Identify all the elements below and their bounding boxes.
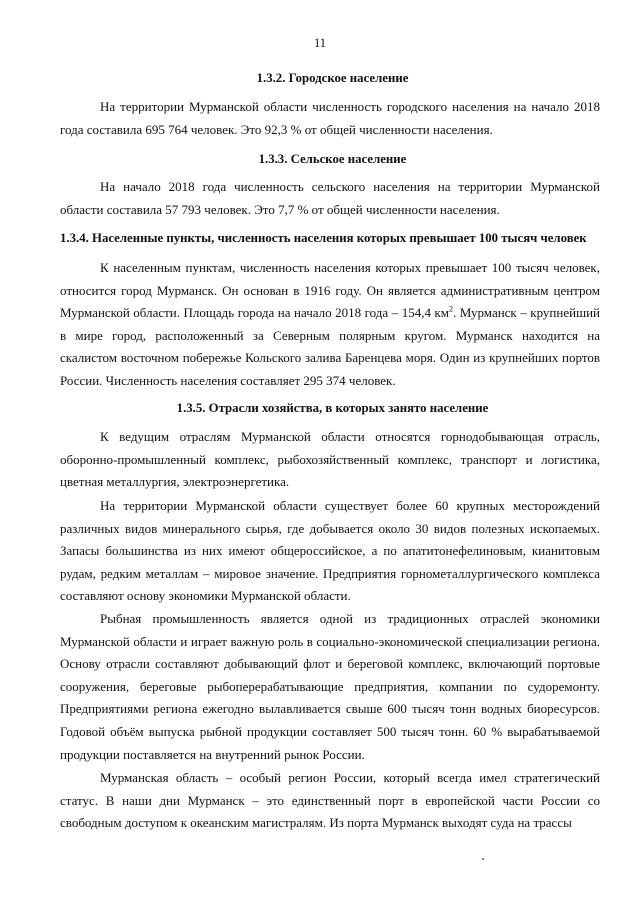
area-unit-superscript: 2 [449,304,453,314]
section-heading-rural: 1.3.3. Сельское население [258,152,407,166]
paragraph-strategic-status: Мурманская область – особый регион России, который всегда имел стратегический статус. В наши дни Мурманск – это единственный порт в европейской части России со свободным доступом к океанским магистралям. Из порта Мурманск выходят суда на трассы [60,770,600,831]
paragraph-mineral-resources: На территории Мурманской области существует более 60 крупных месторождений различных видов минерального сырья, где добывается около 30 видов полезных ископаемых. Запасы большинства из них имеют общероссийское, а по апатитонефелиновым, кианитовым рудам, редким металлам – мировое значение. Предприятия горнометаллургического комплекса составляют основу экономики Мурманской области. [60,498,600,604]
section-heading-economy: 1.3.5. Отрасли хозяйства, в которых занято население [176,401,489,415]
murmansk-text-part-1: К населенным пунктам, численность населения которых превышает 100 тысяч человек, относится город Мурманск. Он основан в 1916 году. Он является административным центром Мурманской области. Площадь города на начало 2018 года – 154,4 км [60,260,600,321]
murmansk-text-part-2: . Мурманск – крупнейший в мире город, расположенный за Северным полярным кругом. Мурманск находится на скалистом восточном побережье Кольского залива Баренцева моря. Один из крупнейших портов России. Численность населения составляет 295 374 человек. [60,305,600,388]
section-heading-large-settlements: 1.3.4. Населенные пункты, численность населения которых превышает 100 тысяч человек [60,231,587,245]
page-number: 11 [313,36,327,50]
paragraph-fishing-industry: Рыбная промышленность является одной из традиционных отраслей экономики Мурманской области и играет важную роль в социально-экономической специализации региона. Основу отрасли составляют добывающий флот и береговой комплекс, включающий портовые сооружения, береговые рыбоперерабатывающие предприятия, компании по судоремонту. Предприятиями региона ежегодно вылавливается свыше 600 тысяч тонн водных биоресурсов. Годовой объём выпуска рыбной продукции составляет 500 тысяч тонн. 60 % вырабатываемой продукции поставляется на внутренний рынок России. [60,611,600,762]
paragraph-leading-industries: К ведущим отраслям Мурманской области относятся горнодобывающая отрасль, оборонно-промышленный комплекс, рыбохозяйственный комплекс, транспорт и логистика, цветная металлургия, электроэнергетика. [60,429,600,490]
paragraph-murmansk-city [60,257,600,393]
scan-speck [482,858,484,860]
paragraph-urban-population: На территории Мурманской области численность городского населения на начало 2018 года составила 695 764 человек. Это 92,3 % от общей численности населения. [60,99,600,137]
section-heading-urban: 1.3.2. Городское население [256,71,409,85]
paragraph-rural-population: На начало 2018 года численность сельского населения на территории Мурманской области составила 57 793 человек. Это 7,7 % от общей численности населения. [60,179,600,217]
